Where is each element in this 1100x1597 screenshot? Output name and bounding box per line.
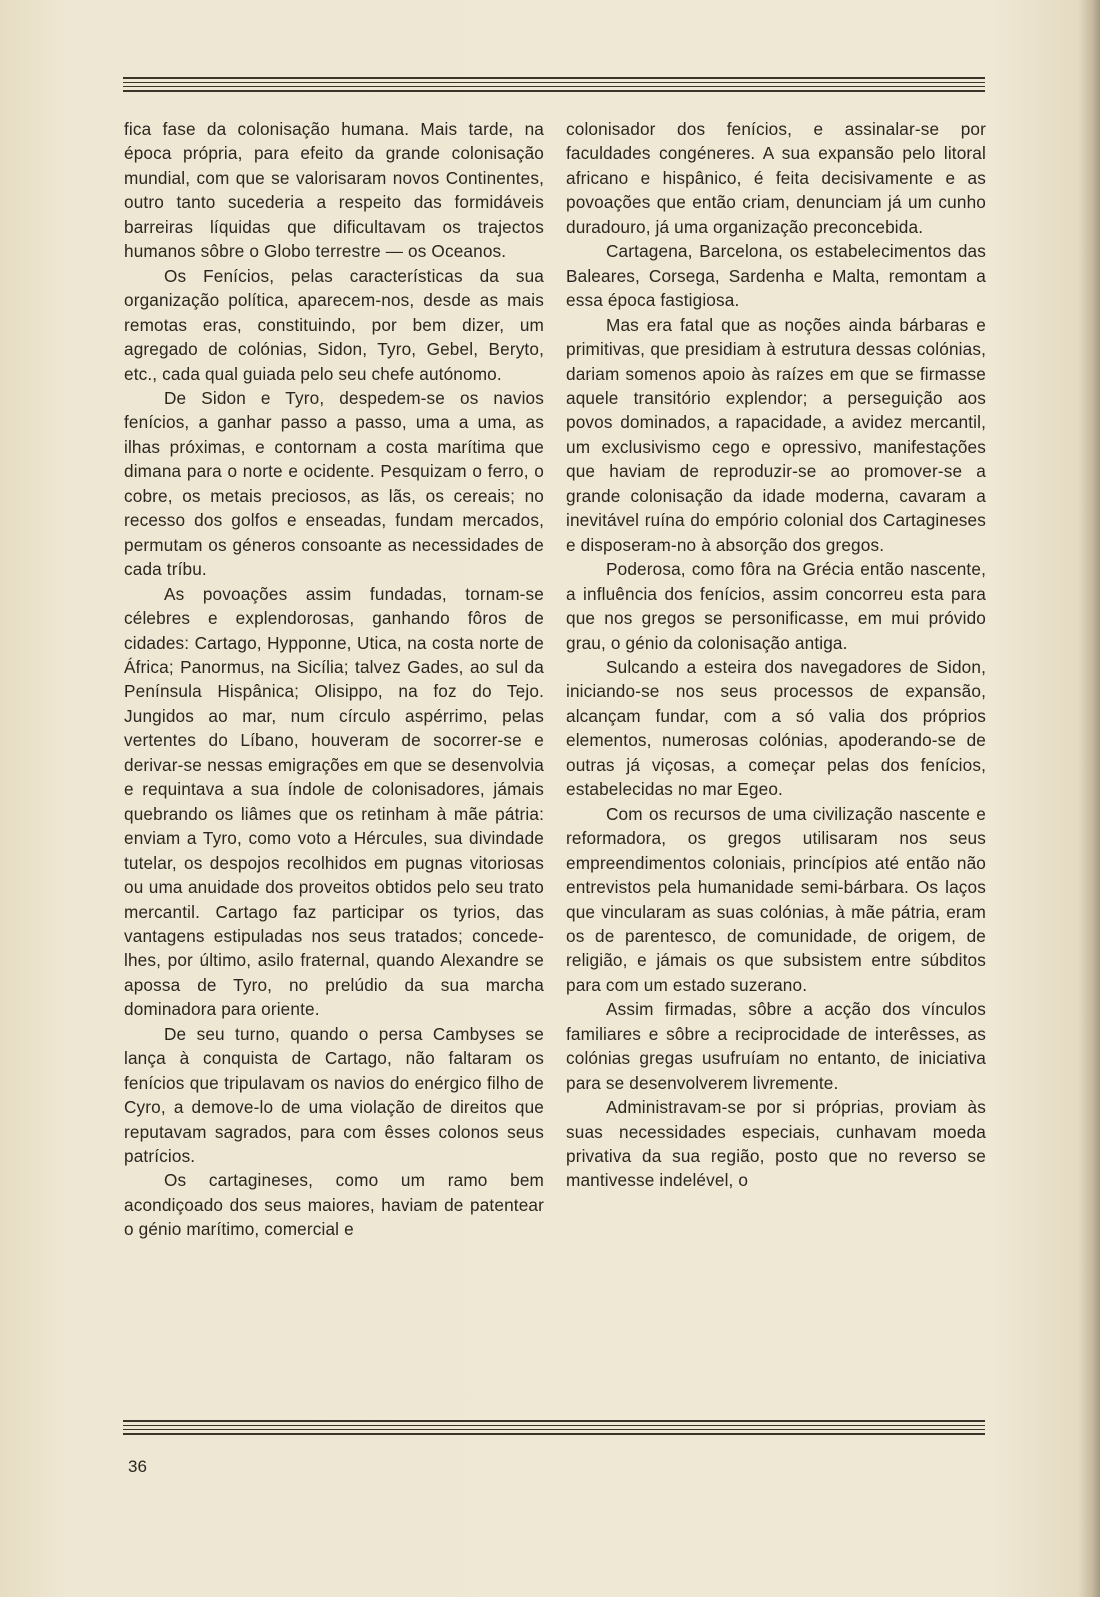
right-paragraph-8: Administravam-se por si próprias, proviam às suas necessidades especiais, cunhavam moeda privativa da sua região, posto que no reverso se mantivesse indelével, o [566,1097,986,1191]
left-paragraph-1: fica fase da colonisação humana. Mais tarde, na época própria, para efeito da grande colonisação mundial, com que se valorisaram novos Continentes, outro tanto sucederia a respeito das formidáveis barreiras líquidas que dificultavam os trajectos humanos sôbre o Globo terrestre — os Oceanos. [124,119,544,262]
right-column [566,117,986,1193]
left-paragraph-5: De seu turno, quando o persa Cambyses se lança à conquista de Cartago, não faltaram os fenícios que tripulavam os navios do enérgico filho de Cyro, a demove-lo de uma violação de direitos que reputavam sagrados, para com êsses colonos seus patrícios. [124,1023,544,1167]
right-paragraph-5: Sulcando a esteira dos navegadores de Sidon, iniciando-se nos seus processos de expansão, alcançam fundar, com a só valia dos próprios elementos, numerosas colónias, apoderando-se de outras já viçosas, a começar pelas dos fenícios, estabelecidas no mar Egeo. [566,656,986,800]
left-paragraph-3: De Sidon e Tyro, despedem-se os navios fenícios, a ganhar passo a passo, uma a uma, as ilhas próximas, e contornam a costa marítima que dimana para o norte e ocidente. Pesquizam o ferro, o cobre, os metais preciosos, as lãs, os cereais; no recesso dos golfos e enseadas, fundam mercados, permutam os géneros consoante as necessidades de cada tríbu. [124,387,544,580]
page-gutter-shadow [1078,0,1100,1597]
right-paragraph-6: Com os recursos de uma civilização nascente e reformadora, os gregos utilisaram nos seus empreendimentos coloniais, princípios até então não entrevistos pela humanidade semi-bárbara. Os laços que vincularam as suas colónias, à mãe pátria, eram os de parentesco, de comunidade, de origem, de religião, e jámais os que subsistem entre súbditos para com um estado suzerano. [566,803,986,995]
left-paragraph-6: Os cartagineses, como um ramo bem acondiçoado dos seus maiores, haviam de patentear o génio marítimo, comercial e [124,1170,544,1240]
right-paragraph-7: Assim firmadas, sôbre a acção dos vínculos familiares e sôbre a reciprocidade de interêsses, as colónias gregas usufruíam no entanto, de iniciativa para se desenvolverem livremente. [566,999,986,1093]
page-number: 36 [128,1457,147,1476]
top-rule [123,77,985,95]
left-column [124,117,544,1242]
right-paragraph-1: colonisador dos fenícios, e assinalar-se por faculdades congéneres. A sua expansão pelo litoral africano e hispânico, é feita decisivamente e as povoações que então criam, denunciam já um cunho duradouro, já uma organização preconcebida. [566,119,986,237]
right-paragraph-4: Poderosa, como fôra na Grécia então nascente, a influência dos fenícios, assim concorreu esta para que nos gregos se personificasse, em mui próvido grau, o génio da colonisação antiga. [566,559,986,653]
right-paragraph-3: Mas era fatal que as noções ainda bárbaras e primitivas, que presidiam à estrutura dessas colónias, dariam somenos apoio às raízes em que se firmasse aquele transitório explendor; a perseguição aos povos dominados, a rapacidade, a avidez mercantil, um exclusivismo cego e opressivo, manifestações que haviam de reproduzir-se ao promover-se a grande colonisação da idade moderna, cavaram a inevitável ruína do empório colonial dos Cartagineses e disposeram-no à absorção dos gregos. [566,314,986,555]
left-paragraph-4: As povoações assim fundadas, tornam-se célebres e explendorosas, ganhando fôros de cidades: Cartago, Hypponne, Utica, na costa norte de África; Panormus, na Sicília; talvez Gades, ao sul da Península Hispânica; Olisippo, na foz do Tejo. Jungidos ao mar, num círculo aspérrimo, pelas vertentes do Líbano, houveram de socorrer-se e derivar-se nessas emigrações em que se desenvolvia e requintava a sua índole de colonisadores, jámais quebrando os liâmes que os retinham à mãe pátria: enviam a Tyro, como voto a Hércules, sua divindade tutelar, os despojos recolhidos em pugnas vitoriosas ou uma anuidade dos proveitos obtidos pelo seu trato mercantil. Cartago faz participar os tyrios, das vantagens estipuladas nos seus tratados; concede-lhes, por último, asilo fraternal, quando Alexandre se apossa de Tyro, no prelúdio da sua marcha dominadora para oriente. [124,583,544,1020]
bottom-rule [123,1420,985,1438]
left-paragraph-2: Os Fenícios, pelas características da sua organização política, aparecem-nos, desde as mais remotas eras, constituindo, por bem dizer, um agregado de colónias, Sidon, Tyro, Gebel, Beryto, etc., cada qual guiada pelo seu chefe autónomo. [124,265,544,384]
right-paragraph-2: Cartagena, Barcelona, os estabelecimentos das Baleares, Corsega, Sardenha e Malta, remontam a essa época fastigiosa. [566,241,986,311]
